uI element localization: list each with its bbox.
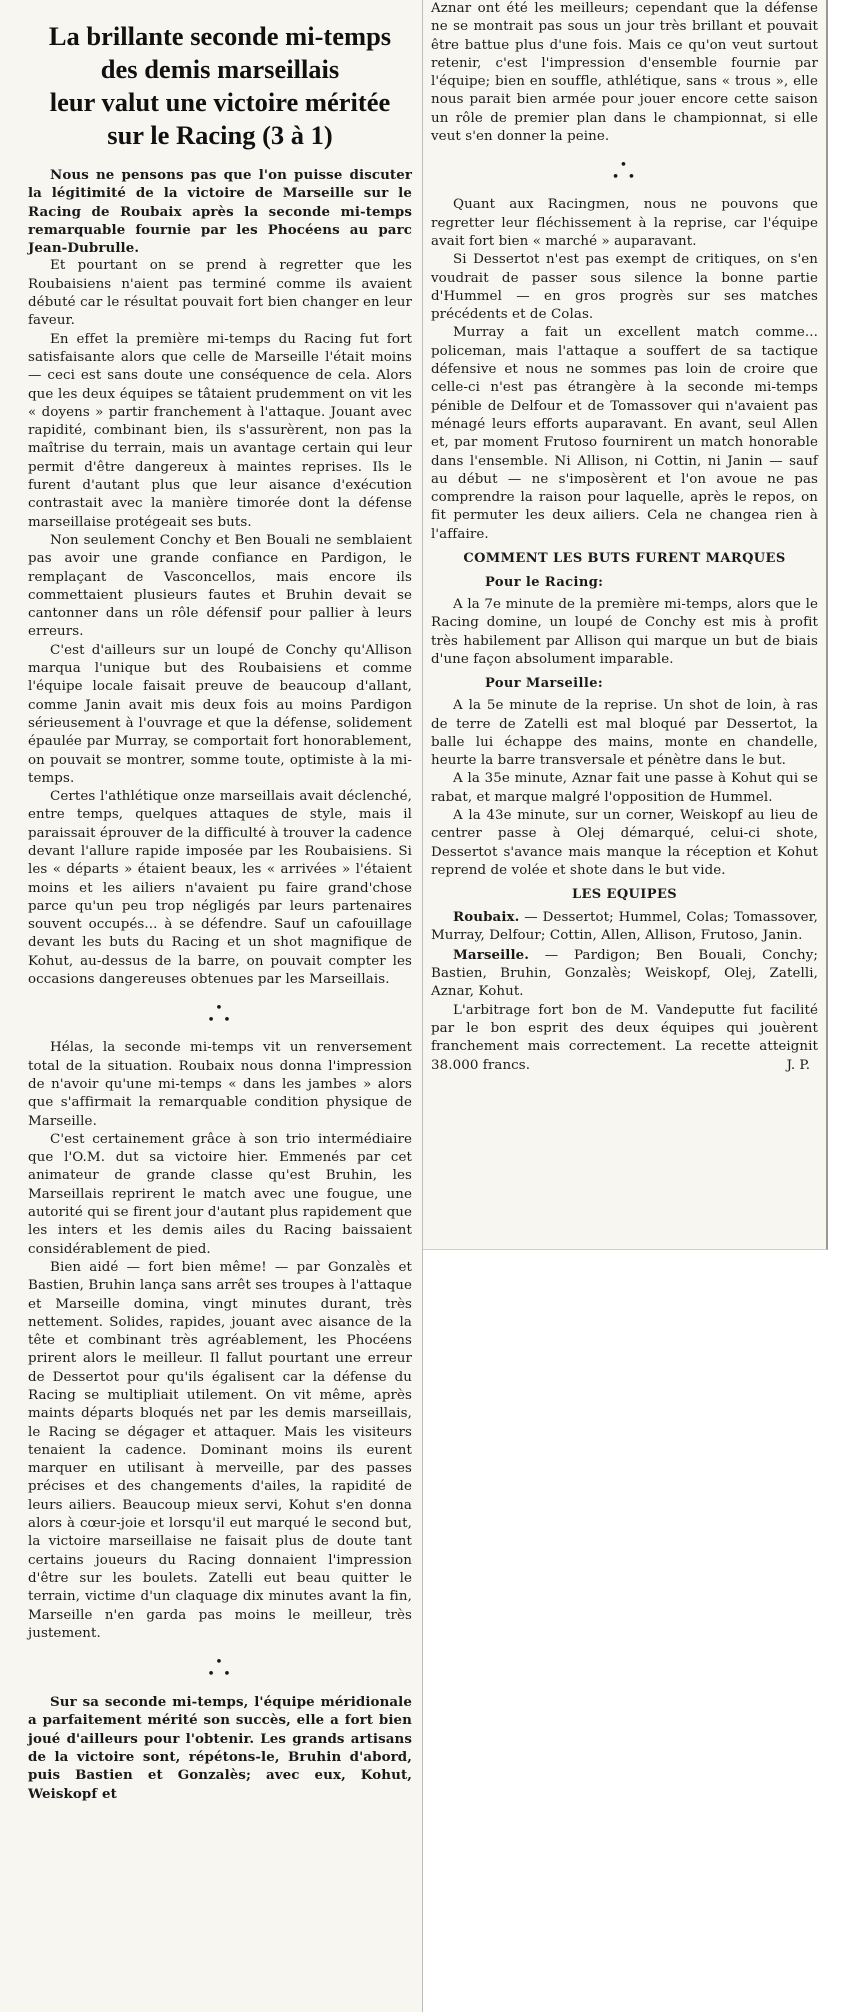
paragraph: Aznar ont été les meilleurs; cependant que la défense ne se montrait pas sous un jour très brillant et pouvait être battue plus d'une fois. Mais ce qu'on veut surtout retenir, c'est l'impression d'ensemble fournie par l'équipe; bien en souffle, athlétique, sans « trous », elle nous parait bien armée pour jouer encore cette saison un rôle de premier plan dans le championnat, si elle veut s'en donner la peine. bbox=[431, 1, 818, 145]
goal-description: A la 5e minute de la reprise. Un shot de loin, à ras de terre de Zatelli est mal bloqué par Dessertot, la balle lui échappe des mains, monte en chandelle, heurte la barre transversale et pénètre dans le but. bbox=[431, 698, 818, 769]
paragraph: En effet la première mi-temps du Racing fut fort satisfaisante alors que celle de Marseille l'était moins — ceci est sans doute une conséquence de cela. Alors que les deux équipes se tâtaient prudemment on vit les « doyens » partir franchement à l'attaque. Jouant avec rapidité, combinant bien, ils s'assurèrent, non pas la maîtrise du terrain, mais un avantage certain qui leur permit d'être dangereux à maintes reprises. Ils le furent d'autant plus que leur aisance d'exécution contrastait avec la manière timorée dont la défense marseillaise protégeait ses buts. bbox=[28, 331, 412, 530]
section-separator: • • • bbox=[611, 158, 638, 186]
team-players: — Pardigon; Ben Bouali, Conchy; Bastien, Bruhin, Gonzalès; Weiskopf, Olej, Zatelli, Aznar, Kohut. bbox=[431, 947, 818, 1000]
paragraph: C'est d'ailleurs sur un loupé de Conchy qu'Allison marqua l'unique but des Roubaisiens et comme l'équipe locale faisait preuve de beaucoup d'allant, comme Janin avait mis deux fois au moins Pardigon sérieusement à l'ouvrage et que la défense, solidement épaulée par Murray, se comportait fort honorablement, on pouvait se montrer, somme toute, optimiste à la mi-temps. bbox=[28, 642, 412, 786]
article-left-column bbox=[0, 0, 423, 2012]
paragraph: Si Dessertot n'est pas exempt de critiques, on s'en voudrait de passer sous silence la bonne partie d'Hummel — en gros progrès sur ses matches précédents et de Colas. bbox=[431, 252, 818, 323]
team-lineup bbox=[431, 946, 818, 1002]
goal-description: A la 43e minute, sur un corner, Weiskopf au lieu de centrer passe à Olej démarqué, celui-ci shote, Dessertot s'avance mais manque la réception et Kohut reprend de volée et shote dans le but vide. bbox=[431, 807, 818, 878]
article-right-column bbox=[423, 0, 828, 1250]
team-lineup bbox=[431, 908, 818, 946]
paragraph: Quant aux Racingmen, nous ne pouvons que regretter leur fléchissement à la reprise, car l'équipe avait fort bien « marché » auparavant. bbox=[431, 197, 818, 249]
marseille-heading: Pour Marseille: bbox=[485, 676, 604, 692]
headline-line: sur le Racing (3 à 1) bbox=[107, 120, 333, 150]
team-players: — Dessertot; Hummel, Colas; Tomassover, Murray, Delfour; Cottin, Allen, Allison, Frutoso, Janin. bbox=[431, 910, 818, 944]
racing-heading: Pour le Racing: bbox=[485, 575, 604, 591]
paragraph: Hélas, la seconde mi-temps vit un renversement total de la situation. Roubaix nous donna l'impression de n'avoir qu'une mi-temps « dans les jambes » alors que s'affirmait la remarquable condition physique de Marseille. bbox=[28, 1040, 412, 1129]
teams-list bbox=[431, 908, 818, 1001]
lead-block bbox=[28, 166, 412, 257]
headline-line: leur valut une victoire méritée bbox=[49, 87, 391, 117]
paragraph: Murray a fait un excellent match comme... policeman, mais l'attaque a souffert de sa tactique défensive et nous ne sommes pas loin de croire que celle-ci n'est pas étrangère à la seconde mi-temps pénible de Delfour et de Tomassover qui n'avaient pas ménagé leurs efforts auparavant. En avant, seul Allen et, par moment Frutoso fournirent un match honorable dans l'ensemble. Ni Allison, ni Cottin, ni Janin — sauf au début — ne s'imposèrent et l'on avoue ne pas comprendre la raison pour laquelle, après le repos, on fit permuter les deux ailiers. Cela ne changea rien à l'affaire. bbox=[431, 325, 818, 542]
paragraph: Bien aidé — fort bien même! — par Gonzalès et Bastien, Bruhin lança sans arrêt ses troupes à l'attaque et Marseille domina, vingt minutes durant, très nettement. Solides, rapides, jouant avec aisance de la tête et combinant très agréablement, les Phocéens prirent alors le meilleur. Il fallut pourtant une erreur de Dessertot pour qu'ils égalisent car la défense du Racing se multipliait utilement. On vit même, après maints départs bloqués net par les demis marseillais, le Racing se dégager et attaquer. Mais les visiteurs tenaient la cadence. Dominant moins ils eurent marquer en utilisant à merveille, par des passes précises et des changements d'ailes, la rapidité de leurs ailiers. Beaucoup mieux servi, Kohut s'en donna alors à cœur-joie et lorsqu'il eut marqué le second but, la victoire marseillaise ne faisait plus de doute tant certains joueurs du Racing donnaient l'impression d'être sur les boulets. Zatelli eut beau quitter le terrain, victime d'un claquage dix minutes avant la fin, Marseille n'en garda pas moins le meilleur, très justement. bbox=[28, 1259, 412, 1641]
teams-heading: LES EQUIPES bbox=[571, 887, 678, 903]
headline bbox=[28, 20, 412, 152]
goals-heading: COMMENT LES BUTS FURENT MARQUES bbox=[463, 551, 786, 567]
paragraph: Et pourtant on se prend à regretter que les Roubaisiens n'aient pas terminé comme ils avaient débuté car le résultat pouvait fort bien changer en leur faveur. bbox=[28, 258, 412, 329]
goal-description: A la 35e minute, Aznar fait une passe à Kohut qui se rabat, et marque malgré l'opposition de Hummel. bbox=[431, 771, 818, 805]
paragraph: Non seulement Conchy et Ben Bouali ne semblaient pas avoir une grande confiance en Pardigon, le remplaçant de Vasconcellos, mais encore ils commettaient plusieurs fautes et Bruhin devait se cantonner dans un rôle défensif pour pallier à leurs erreurs. bbox=[28, 532, 412, 640]
headline-line: des demis marseillais bbox=[100, 54, 340, 84]
paragraph: C'est certainement grâce à son trio intermédiaire que l'O.M. dut sa victoire hier. Emmenés par cet animateur de grande classe qu'est Bruhin, les Marseillais reprirent le match avec une fougue, une autorité qui se firent jour d'autant plus rapidement que les inters et les demis ailes du Racing baissaient considérablement de pied. bbox=[28, 1131, 412, 1257]
headline-line: La brillante seconde mi-temps bbox=[48, 21, 392, 51]
section-separator: • • • bbox=[207, 1655, 233, 1683]
paragraph: Nous ne pensons pas que l'on puisse discuter la légitimité de la victoire de Marseille sur le Racing de Roubaix après la seconde mi-temps remarquable fournie par les Phocéens au parc Jean-Dubrulle. bbox=[28, 167, 412, 257]
goal-description: A la 7e minute de la première mi-temps, alors que le Racing domine, un loupé de Conchy est mis à profit très habilement par Allison qui marque un but de biais d'une façon absolument imparable. bbox=[431, 597, 818, 667]
author-signature: J. P. bbox=[786, 1057, 810, 1073]
paragraph: Certes l'athlétique onze marseillais avait déclenché, entre temps, quelques attaques de style, mais il paraissait éprouver de la difficulté à trouver la cadence devant l'allure rapide imposée par les Roubaisiens. Si les « départs » étaient beaux, les « arrivées » l'étaient moins et les ailiers n'avaient pu faire grand'chose parce qu'un peu trop négligés par leurs partenaires souvent occupés... à se défendre. Sauf un cafouillage devant les buts du Racing et un shot magnifique de Kohut, au-dessus de la barre, on pouvait compter les occasions dangereuses obtenues par les Marseillais. bbox=[28, 789, 412, 988]
paragraph: Sur sa seconde mi-temps, l'équipe méridionale a parfaitement mérité son succès, elle a fort bien joué d'ailleurs pour l'obtenir. Les grands artisans de la victoire sont, répétons-le, Bruhin d'abord, puis Bastien et Gonzalès; avec eux, Kohut, Weiskopf et bbox=[28, 1694, 412, 1802]
team-name: Marseille. bbox=[453, 946, 530, 963]
conclusion-block bbox=[28, 1693, 412, 1803]
section-separator: • • • bbox=[207, 1001, 233, 1029]
team-name: Roubaix. bbox=[453, 909, 520, 926]
closing-paragraph: L'arbitrage fort bon de M. Vandeputte fut facilité par le bon esprit des deux équipes qui jouèrent franchement mais correctement. La recette atteignit 38.000 francs. bbox=[431, 1002, 818, 1073]
